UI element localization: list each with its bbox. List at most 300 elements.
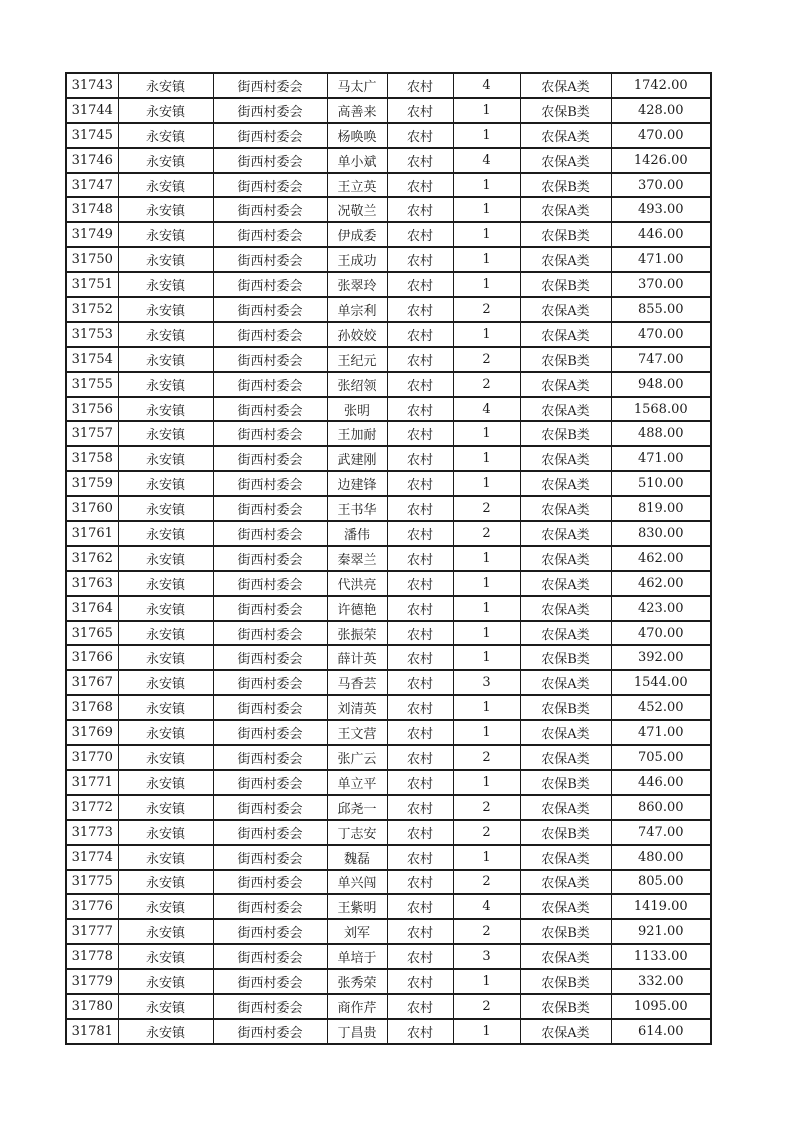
cell-type: 农村: [387, 745, 453, 770]
table-row: [66, 148, 711, 173]
cell-count: 1: [453, 546, 520, 571]
cell-count: 3: [453, 670, 520, 695]
cell-category: 农保B类: [520, 272, 611, 297]
cell-town: 永安镇: [118, 73, 213, 98]
cell-count: 1: [453, 695, 520, 720]
cell-category: 农保A类: [520, 446, 611, 471]
cell-type: 农村: [387, 894, 453, 919]
cell-village: 街西村委会: [213, 123, 327, 148]
cell-count: 1: [453, 446, 520, 471]
cell-type: 农村: [387, 969, 453, 994]
cell-count: 2: [453, 745, 520, 770]
table-row: [66, 621, 711, 646]
cell-id: 31754: [66, 347, 118, 372]
cell-type: 农村: [387, 720, 453, 745]
cell-name: 单立平: [327, 770, 387, 795]
cell-count: 2: [453, 820, 520, 845]
cell-count: 2: [453, 870, 520, 895]
cell-type: 农村: [387, 795, 453, 820]
cell-town: 永安镇: [118, 297, 213, 322]
table-row: [66, 73, 711, 98]
cell-count: 1: [453, 845, 520, 870]
cell-town: 永安镇: [118, 421, 213, 446]
table-row: [66, 297, 711, 322]
table-row: [66, 446, 711, 471]
cell-amount: 471.00: [611, 446, 711, 471]
cell-category: 农保A类: [520, 397, 611, 422]
table-row: [66, 347, 711, 372]
cell-type: 农村: [387, 372, 453, 397]
cell-name: 丁昌贵: [327, 1019, 387, 1044]
cell-amount: 428.00: [611, 98, 711, 123]
cell-id: 31743: [66, 73, 118, 98]
cell-type: 农村: [387, 944, 453, 969]
cell-town: 永安镇: [118, 645, 213, 670]
cell-name: 潘伟: [327, 521, 387, 546]
cell-category: 农保A类: [520, 795, 611, 820]
cell-town: 永安镇: [118, 397, 213, 422]
cell-type: 农村: [387, 197, 453, 222]
cell-amount: 470.00: [611, 123, 711, 148]
cell-category: 农保A类: [520, 148, 611, 173]
cell-amount: 1419.00: [611, 894, 711, 919]
cell-id: 31748: [66, 197, 118, 222]
cell-village: 街西村委会: [213, 322, 327, 347]
cell-name: 杨唤唤: [327, 123, 387, 148]
table-row: [66, 919, 711, 944]
cell-category: 农保A类: [520, 670, 611, 695]
cell-village: 街西村委会: [213, 73, 327, 98]
cell-type: 农村: [387, 446, 453, 471]
cell-type: 农村: [387, 621, 453, 646]
cell-amount: 1544.00: [611, 670, 711, 695]
cell-village: 街西村委会: [213, 894, 327, 919]
cell-amount: 332.00: [611, 969, 711, 994]
cell-type: 农村: [387, 173, 453, 198]
cell-id: 31752: [66, 297, 118, 322]
cell-village: 街西村委会: [213, 247, 327, 272]
table-row: [66, 247, 711, 272]
cell-id: 31759: [66, 471, 118, 496]
cell-category: 农保A类: [520, 521, 611, 546]
cell-id: 31779: [66, 969, 118, 994]
cell-town: 永安镇: [118, 571, 213, 596]
cell-town: 永安镇: [118, 347, 213, 372]
cell-count: 2: [453, 297, 520, 322]
cell-town: 永安镇: [118, 98, 213, 123]
table-row: [66, 173, 711, 198]
cell-name: 张翠玲: [327, 272, 387, 297]
cell-id: 31747: [66, 173, 118, 198]
cell-village: 街西村委会: [213, 969, 327, 994]
cell-village: 街西村委会: [213, 720, 327, 745]
cell-name: 王立英: [327, 173, 387, 198]
table-row: [66, 596, 711, 621]
cell-village: 街西村委会: [213, 845, 327, 870]
cell-amount: 747.00: [611, 820, 711, 845]
cell-name: 秦翠兰: [327, 546, 387, 571]
cell-category: 农保A类: [520, 944, 611, 969]
cell-type: 农村: [387, 496, 453, 521]
table-row: [66, 870, 711, 895]
cell-town: 永安镇: [118, 845, 213, 870]
cell-type: 农村: [387, 98, 453, 123]
cell-name: 伊成委: [327, 222, 387, 247]
table-row: [66, 197, 711, 222]
cell-id: 31757: [66, 421, 118, 446]
cell-category: 农保A类: [520, 123, 611, 148]
table-row: [66, 745, 711, 770]
cell-category: 农保B类: [520, 919, 611, 944]
cell-count: 2: [453, 347, 520, 372]
cell-town: 永安镇: [118, 695, 213, 720]
cell-name: 张广云: [327, 745, 387, 770]
cell-id: 31744: [66, 98, 118, 123]
cell-type: 农村: [387, 770, 453, 795]
cell-town: 永安镇: [118, 770, 213, 795]
table-row: [66, 795, 711, 820]
cell-town: 永安镇: [118, 546, 213, 571]
cell-category: 农保B类: [520, 969, 611, 994]
cell-id: 31745: [66, 123, 118, 148]
cell-amount: 747.00: [611, 347, 711, 372]
cell-count: 4: [453, 73, 520, 98]
cell-type: 农村: [387, 322, 453, 347]
cell-category: 农保B类: [520, 645, 611, 670]
cell-type: 农村: [387, 123, 453, 148]
cell-type: 农村: [387, 297, 453, 322]
cell-amount: 705.00: [611, 745, 711, 770]
cell-count: 1: [453, 969, 520, 994]
cell-name: 魏磊: [327, 845, 387, 870]
cell-village: 街西村委会: [213, 496, 327, 521]
cell-town: 永安镇: [118, 745, 213, 770]
cell-village: 街西村委会: [213, 148, 327, 173]
table-row: [66, 645, 711, 670]
cell-name: 许德艳: [327, 596, 387, 621]
cell-count: 1: [453, 322, 520, 347]
cell-town: 永安镇: [118, 670, 213, 695]
cell-count: 1: [453, 571, 520, 596]
cell-amount: 819.00: [611, 496, 711, 521]
cell-category: 农保A类: [520, 571, 611, 596]
cell-village: 街西村委会: [213, 222, 327, 247]
cell-name: 孙姣姣: [327, 322, 387, 347]
cell-category: 农保A类: [520, 197, 611, 222]
cell-category: 农保A类: [520, 247, 611, 272]
cell-category: 农保A类: [520, 894, 611, 919]
cell-name: 边建锋: [327, 471, 387, 496]
cell-category: 农保B类: [520, 820, 611, 845]
cell-category: 农保A类: [520, 297, 611, 322]
cell-id: 31746: [66, 148, 118, 173]
cell-count: 1: [453, 272, 520, 297]
cell-count: 1: [453, 173, 520, 198]
cell-id: 31767: [66, 670, 118, 695]
cell-village: 街西村委会: [213, 919, 327, 944]
cell-type: 农村: [387, 471, 453, 496]
cell-amount: 452.00: [611, 695, 711, 720]
cell-name: 单宗利: [327, 297, 387, 322]
pension-payment-table: [65, 72, 712, 1045]
cell-type: 农村: [387, 845, 453, 870]
cell-id: 31775: [66, 870, 118, 895]
cell-amount: 510.00: [611, 471, 711, 496]
cell-type: 农村: [387, 222, 453, 247]
cell-village: 街西村委会: [213, 1019, 327, 1044]
table-row: [66, 820, 711, 845]
cell-village: 街西村委会: [213, 944, 327, 969]
cell-village: 街西村委会: [213, 994, 327, 1019]
cell-type: 农村: [387, 73, 453, 98]
cell-amount: 948.00: [611, 372, 711, 397]
cell-count: 1: [453, 621, 520, 646]
cell-town: 永安镇: [118, 1019, 213, 1044]
cell-amount: 1133.00: [611, 944, 711, 969]
table-row: [66, 720, 711, 745]
cell-category: 农保B类: [520, 695, 611, 720]
cell-type: 农村: [387, 919, 453, 944]
cell-amount: 470.00: [611, 621, 711, 646]
cell-category: 农保A类: [520, 471, 611, 496]
cell-name: 王纪元: [327, 347, 387, 372]
cell-village: 街西村委会: [213, 695, 327, 720]
table-row: [66, 695, 711, 720]
cell-village: 街西村委会: [213, 446, 327, 471]
cell-category: 农保A类: [520, 720, 611, 745]
table-row: [66, 272, 711, 297]
table-row: [66, 969, 711, 994]
cell-town: 永安镇: [118, 148, 213, 173]
cell-category: 农保A类: [520, 596, 611, 621]
table-row: [66, 98, 711, 123]
cell-name: 代洪亮: [327, 571, 387, 596]
cell-id: 31749: [66, 222, 118, 247]
cell-town: 永安镇: [118, 795, 213, 820]
cell-category: 农保A类: [520, 870, 611, 895]
cell-count: 4: [453, 894, 520, 919]
cell-amount: 370.00: [611, 173, 711, 198]
table-row: [66, 894, 711, 919]
cell-type: 农村: [387, 521, 453, 546]
cell-id: 31770: [66, 745, 118, 770]
cell-village: 街西村委会: [213, 571, 327, 596]
cell-name: 王紫明: [327, 894, 387, 919]
cell-town: 永安镇: [118, 521, 213, 546]
cell-category: 农保A类: [520, 73, 611, 98]
cell-village: 街西村委会: [213, 795, 327, 820]
cell-amount: 805.00: [611, 870, 711, 895]
cell-village: 街西村委会: [213, 98, 327, 123]
cell-town: 永安镇: [118, 994, 213, 1019]
cell-amount: 1426.00: [611, 148, 711, 173]
cell-category: 农保B类: [520, 173, 611, 198]
cell-name: 刘军: [327, 919, 387, 944]
cell-id: 31776: [66, 894, 118, 919]
cell-category: 农保A类: [520, 546, 611, 571]
cell-town: 永安镇: [118, 894, 213, 919]
cell-amount: 446.00: [611, 770, 711, 795]
cell-id: 31751: [66, 272, 118, 297]
cell-id: 31778: [66, 944, 118, 969]
cell-name: 王成功: [327, 247, 387, 272]
cell-type: 农村: [387, 546, 453, 571]
cell-name: 刘清英: [327, 695, 387, 720]
table-row: [66, 546, 711, 571]
cell-id: 31777: [66, 919, 118, 944]
table-row: [66, 322, 711, 347]
cell-category: 农保A类: [520, 372, 611, 397]
cell-type: 农村: [387, 148, 453, 173]
cell-village: 街西村委会: [213, 173, 327, 198]
cell-count: 1: [453, 98, 520, 123]
cell-type: 农村: [387, 397, 453, 422]
cell-category: 农保A类: [520, 845, 611, 870]
cell-category: 农保A类: [520, 1019, 611, 1044]
cell-amount: 462.00: [611, 546, 711, 571]
cell-count: 4: [453, 148, 520, 173]
cell-count: 2: [453, 496, 520, 521]
cell-town: 永安镇: [118, 197, 213, 222]
table-row: [66, 1019, 711, 1044]
cell-category: 农保A类: [520, 621, 611, 646]
table-row: [66, 471, 711, 496]
cell-name: 张振荣: [327, 621, 387, 646]
table-row: [66, 521, 711, 546]
cell-category: 农保B类: [520, 770, 611, 795]
cell-village: 街西村委会: [213, 546, 327, 571]
cell-town: 永安镇: [118, 173, 213, 198]
table-row: [66, 123, 711, 148]
cell-name: 邱尧一: [327, 795, 387, 820]
cell-town: 永安镇: [118, 820, 213, 845]
cell-village: 街西村委会: [213, 471, 327, 496]
cell-name: 张秀荣: [327, 969, 387, 994]
cell-category: 农保B类: [520, 222, 611, 247]
cell-name: 况敬兰: [327, 197, 387, 222]
cell-village: 街西村委会: [213, 745, 327, 770]
table-body: [66, 73, 711, 1044]
cell-id: 31760: [66, 496, 118, 521]
cell-id: 31768: [66, 695, 118, 720]
cell-amount: 855.00: [611, 297, 711, 322]
cell-count: 1: [453, 222, 520, 247]
cell-count: 1: [453, 770, 520, 795]
cell-village: 街西村委会: [213, 272, 327, 297]
cell-town: 永安镇: [118, 123, 213, 148]
cell-name: 王书华: [327, 496, 387, 521]
cell-type: 农村: [387, 695, 453, 720]
cell-id: 31772: [66, 795, 118, 820]
cell-count: 1: [453, 720, 520, 745]
cell-name: 商作芹: [327, 994, 387, 1019]
cell-name: 张明: [327, 397, 387, 422]
cell-name: 武建刚: [327, 446, 387, 471]
table-row: [66, 222, 711, 247]
cell-id: 31763: [66, 571, 118, 596]
table-row: [66, 845, 711, 870]
cell-town: 永安镇: [118, 496, 213, 521]
cell-category: 农保B类: [520, 994, 611, 1019]
cell-id: 31781: [66, 1019, 118, 1044]
cell-town: 永安镇: [118, 247, 213, 272]
cell-id: 31762: [66, 546, 118, 571]
cell-village: 街西村委会: [213, 870, 327, 895]
cell-name: 丁志安: [327, 820, 387, 845]
cell-category: 农保B类: [520, 98, 611, 123]
cell-count: 1: [453, 596, 520, 621]
cell-name: 王文营: [327, 720, 387, 745]
cell-amount: 830.00: [611, 521, 711, 546]
cell-town: 永安镇: [118, 446, 213, 471]
cell-town: 永安镇: [118, 372, 213, 397]
table-row: [66, 994, 711, 1019]
cell-id: 31750: [66, 247, 118, 272]
table-row: [66, 372, 711, 397]
cell-amount: 462.00: [611, 571, 711, 596]
cell-id: 31771: [66, 770, 118, 795]
cell-village: 街西村委会: [213, 372, 327, 397]
cell-type: 农村: [387, 820, 453, 845]
cell-count: 2: [453, 994, 520, 1019]
cell-town: 永安镇: [118, 322, 213, 347]
cell-village: 街西村委会: [213, 596, 327, 621]
cell-town: 永安镇: [118, 471, 213, 496]
cell-village: 街西村委会: [213, 421, 327, 446]
cell-category: 农保A类: [520, 496, 611, 521]
cell-village: 街西村委会: [213, 645, 327, 670]
cell-amount: 488.00: [611, 421, 711, 446]
table-row: [66, 421, 711, 446]
cell-amount: 370.00: [611, 272, 711, 297]
cell-category: 农保A类: [520, 322, 611, 347]
cell-amount: 470.00: [611, 322, 711, 347]
cell-name: 马太广: [327, 73, 387, 98]
cell-town: 永安镇: [118, 272, 213, 297]
cell-type: 农村: [387, 994, 453, 1019]
cell-type: 农村: [387, 1019, 453, 1044]
cell-name: 高善来: [327, 98, 387, 123]
cell-id: 31761: [66, 521, 118, 546]
cell-id: 31765: [66, 621, 118, 646]
cell-count: 1: [453, 197, 520, 222]
cell-name: 王加耐: [327, 421, 387, 446]
cell-count: 1: [453, 1019, 520, 1044]
cell-amount: 480.00: [611, 845, 711, 870]
cell-name: 马香芸: [327, 670, 387, 695]
cell-count: 1: [453, 471, 520, 496]
cell-town: 永安镇: [118, 870, 213, 895]
cell-town: 永安镇: [118, 596, 213, 621]
cell-amount: 493.00: [611, 197, 711, 222]
cell-type: 农村: [387, 421, 453, 446]
cell-amount: 860.00: [611, 795, 711, 820]
cell-village: 街西村委会: [213, 670, 327, 695]
table-row: [66, 571, 711, 596]
cell-count: 2: [453, 919, 520, 944]
table-row: [66, 496, 711, 521]
cell-amount: 1095.00: [611, 994, 711, 1019]
cell-village: 街西村委会: [213, 347, 327, 372]
cell-category: 农保B类: [520, 421, 611, 446]
cell-count: 1: [453, 645, 520, 670]
cell-type: 农村: [387, 571, 453, 596]
cell-type: 农村: [387, 347, 453, 372]
cell-amount: 1568.00: [611, 397, 711, 422]
cell-id: 31774: [66, 845, 118, 870]
cell-amount: 446.00: [611, 222, 711, 247]
cell-count: 3: [453, 944, 520, 969]
